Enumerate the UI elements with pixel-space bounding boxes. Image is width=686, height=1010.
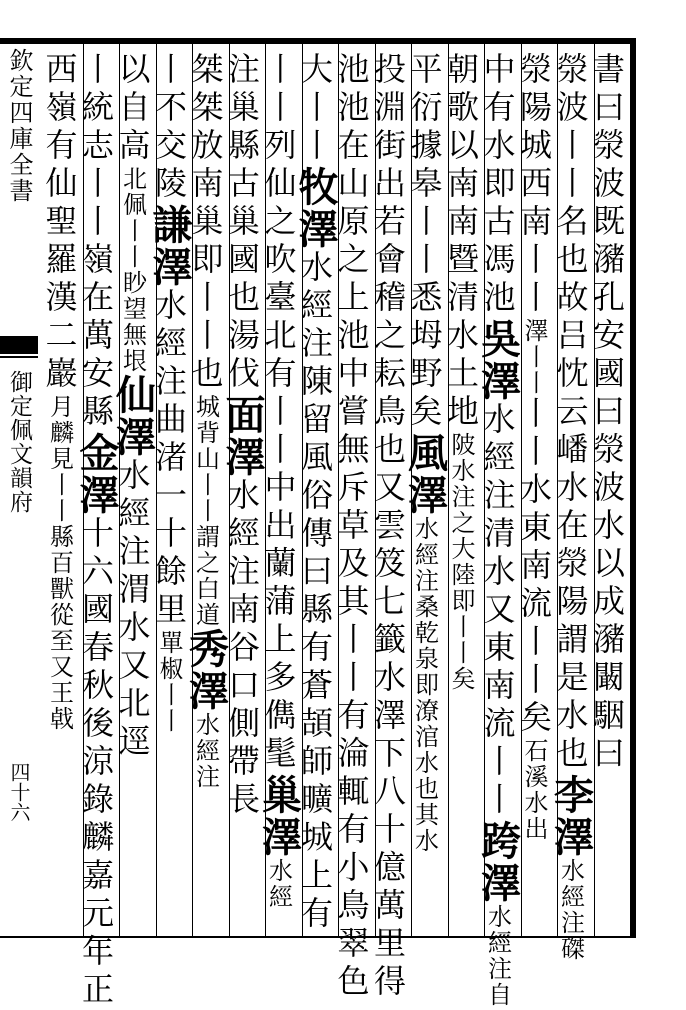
text-column — [442, 52, 485, 930]
body-text: 水經注清水又東南流丨丨 — [478, 402, 517, 820]
text-column — [40, 52, 83, 930]
page-number: 四十六 — [7, 762, 31, 822]
text-column — [109, 52, 157, 930]
headword: 李澤 — [547, 774, 595, 858]
body-text: 十六國春秋後涼錄麟嘉元年正 — [77, 516, 115, 1010]
body-text: 書曰滎波既瀦孔安國曰滎波水以成瀦闞駰曰 — [588, 52, 626, 774]
body-text: 水經注曲渚一十餘里 — [150, 288, 188, 630]
text-column — [369, 52, 412, 1002]
body-text: 平衍據皋丨丨悉坶野矣 — [405, 52, 444, 432]
body-text: 水經注南谷口側帶長 — [223, 478, 261, 820]
body-text: 丨丨水東南流丨丨矣 — [515, 396, 553, 738]
text-column — [219, 52, 266, 930]
annotation-text: 水經注桑乾泉即潦涫水也其水 — [410, 516, 439, 854]
text-column — [515, 52, 558, 930]
book-title: 御定佩文韻府 — [6, 370, 32, 514]
body-text: 注巢縣古巢國也湯伐 — [223, 52, 261, 394]
annotation-text: 北佩丨丨眇望無垠 — [118, 166, 147, 374]
body-text: 朝歌以南南暨清水土地 — [442, 52, 480, 432]
headword: 跨澤 — [474, 820, 522, 904]
headword: 巢澤 — [255, 774, 303, 858]
body-text: 池池在山原之上池中嘗無斥草及其丨丨有淪輒有小鳥翠色 — [332, 52, 371, 1002]
body-text: 滎波丨丨名也故吕忱云嶓水在滎陽謂是水也 — [551, 52, 590, 774]
headword: 謙澤 — [146, 204, 193, 288]
text-column — [255, 52, 303, 930]
body-text: 投淵街出若會稽之耘鳥也又雲笈七籤水澤下八十億萬里得 — [369, 52, 407, 1002]
body-text: 西嶺有仙聖羅漢二巖 — [40, 52, 79, 394]
headword: 牧澤 — [292, 166, 339, 250]
annotation-text: 澤 — [520, 318, 548, 344]
text-column — [292, 52, 339, 934]
body-text: 大丨丨 — [296, 52, 334, 166]
body-text: 以自高 — [113, 52, 152, 166]
text-column — [474, 52, 522, 1008]
annotation-text: 水經注 — [191, 712, 220, 790]
annotation-text: 陂水注之大陸即丨丨矣 — [447, 432, 475, 692]
annotation-text: 丨丨 — [520, 344, 548, 396]
text-column — [146, 52, 193, 930]
headword: 金澤 — [73, 432, 120, 516]
annotation-text: 單椒丨丨 — [155, 630, 183, 734]
body-text: 丨丨列仙之吹臺北有丨丨中出蘭蒲上多儁髦 — [259, 52, 298, 774]
body-text: 滎陽城西南丨丨 — [515, 52, 553, 318]
fish-tail-mark — [0, 336, 38, 354]
annotation-text: 月麟見丨丨縣百獸從至又王㦸 — [45, 394, 74, 732]
text-column — [401, 52, 449, 930]
margin-strip — [0, 38, 38, 938]
body-text: 水經注渭水又北逕 — [113, 458, 152, 762]
text-column — [547, 52, 595, 962]
headword: 吳澤 — [474, 318, 522, 402]
body-text: 中有水即古馮池 — [478, 52, 517, 318]
body-text: 水經注陳留風俗傳曰縣有蒼頡師曠城上有 — [296, 250, 334, 934]
annotation-text: 水經 — [264, 858, 293, 910]
body-text: 桀桀放南巢即丨丨也 — [186, 52, 225, 394]
annotation-text: 水經注自 — [483, 904, 512, 1008]
body-text: 丨不交陵 — [150, 52, 188, 204]
text-column — [332, 52, 375, 1002]
fish-tail-line — [0, 356, 38, 364]
annotation-text: 水經注磔 — [556, 858, 585, 962]
text-column — [588, 52, 631, 930]
annotation-text: 城背山丨丨謂之白道 — [191, 394, 220, 628]
collection-title: 欽定四庫全書 — [5, 48, 33, 204]
headword: 仙澤 — [109, 374, 157, 458]
headword: 面澤 — [219, 394, 266, 478]
body-text: 丨統志丨丨嶺在萬安縣 — [77, 52, 115, 432]
headword: 風澤 — [401, 432, 449, 516]
annotation-text: 石溪水出 — [520, 738, 548, 842]
headword: 秀澤 — [182, 628, 230, 712]
text-column — [182, 52, 230, 930]
text-column — [73, 52, 120, 1010]
